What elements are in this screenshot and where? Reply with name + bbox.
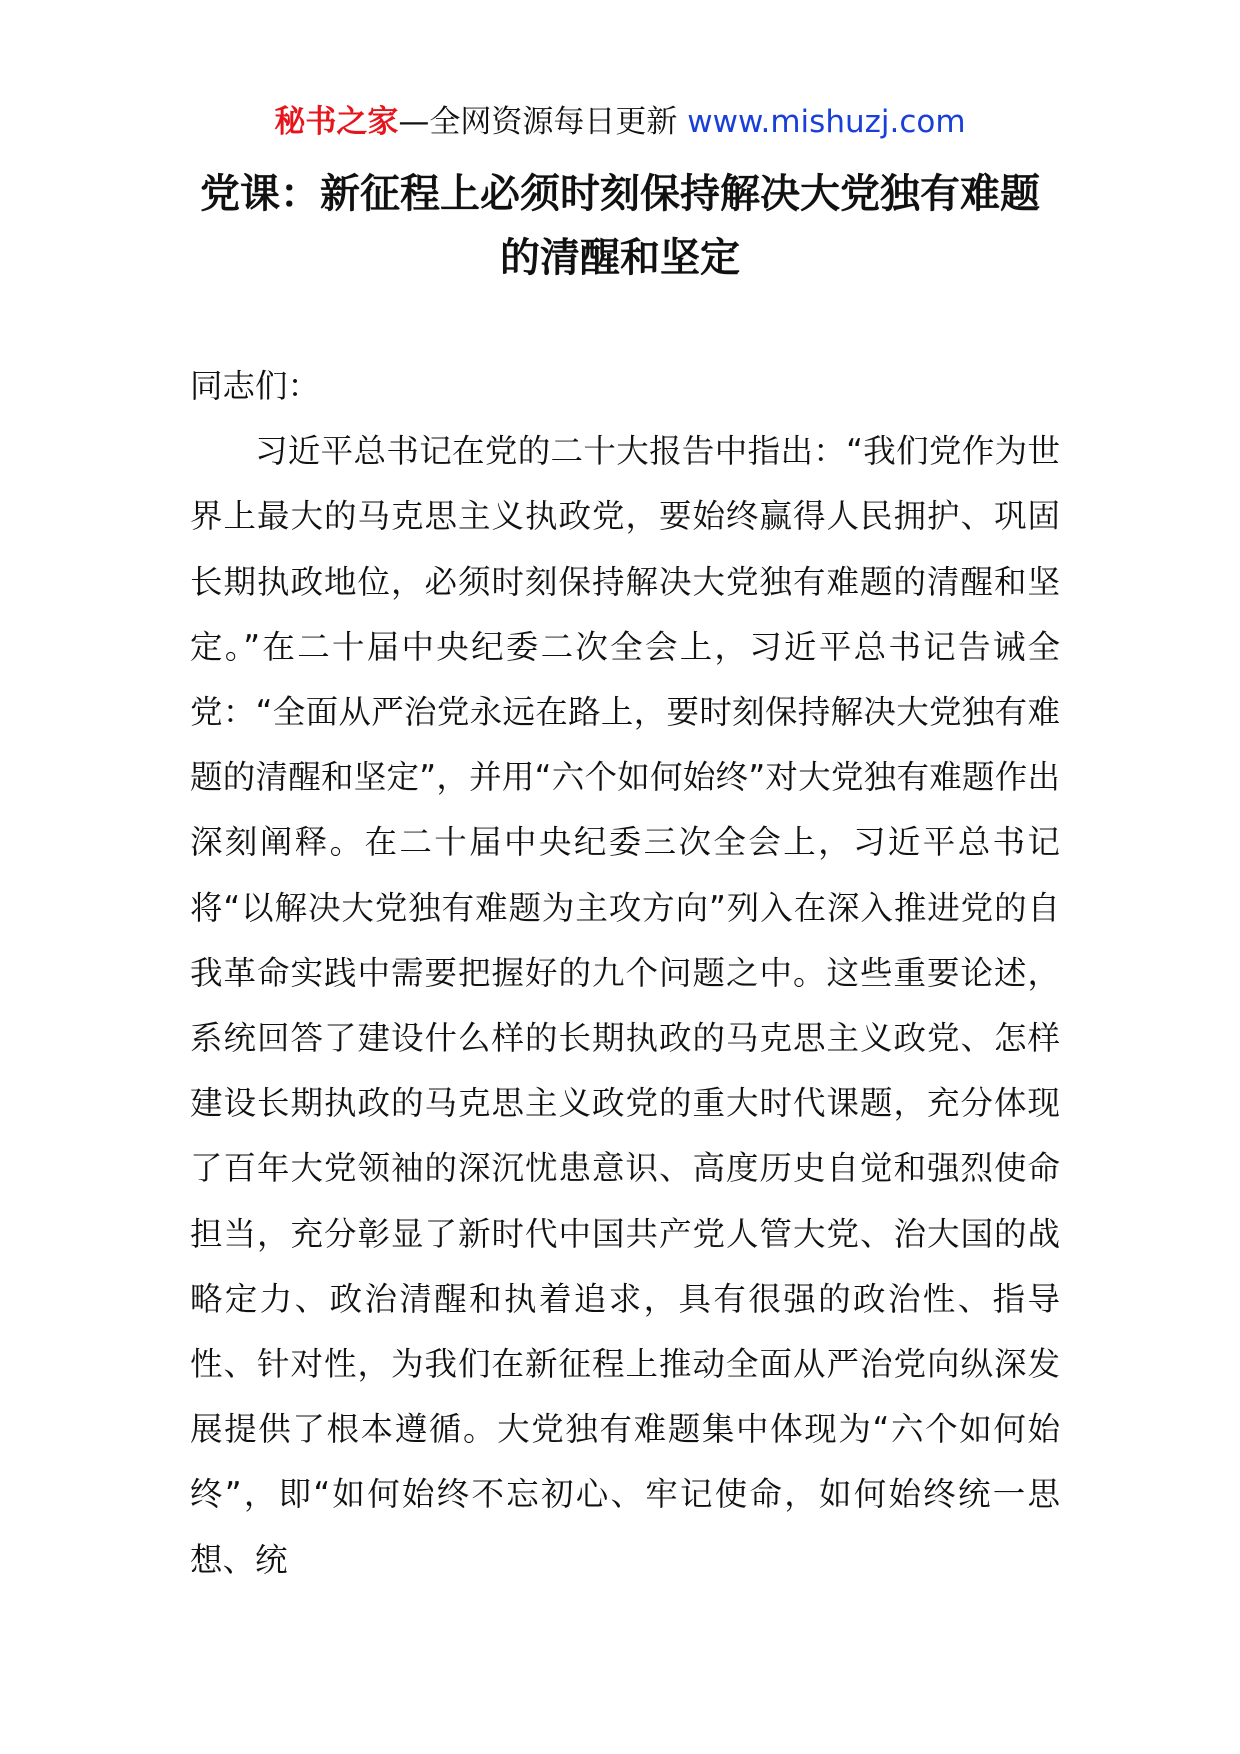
site-url-link[interactable]: www.mishuzj.com (687, 104, 966, 140)
document-title: 党课：新征程上必须时刻保持解决大党独有难题的清醒和坚定 (200, 171, 1040, 281)
header-tagline: —全网资源每日更新 (398, 104, 688, 140)
brand-name: 秘书之家 (274, 104, 399, 140)
site-header (0, 100, 1240, 144)
salutation: 同志们： (190, 367, 321, 405)
document-body (190, 354, 1060, 1593)
body-paragraph: 习近平总书记在党的二十大报告中指出：“我们党作为世界上最大的马克思主义执政党，要始终赢得人民拥护、巩固长期执政地位，必须时刻保持解决大党独有难题的清醒和坚定。”在二十届中央纪委二次全会上，习近平总书记告诫全党：“全面从严治党永远在路上，要时刻保持解决大党独有难题的清醒和坚定”，并用“六个如何始终”对大党独有难题作出深刻阐释。在二十届中央纪委三次全会上，习近平总书记将“以解决大党独有难题为主攻方向”列入在深入推进党的自我革命实践中需要把握好的九个问题之中。这些重要论述，系统回答了建设什么样的长期执政的马克思主义政党、怎样建设长期执政的马克思主义政党的重大时代课题，充分体现了百年大党领袖的深沉忧患意识、高度历史自觉和强烈使命担当，充分彰显了新时代中国共产党人管大党、治大国的战略定力、政治清醒和执着追求，具有很强的政治性、指导性、针对性，为我们在新征程上推动全面从严治党向纵深发展提供了根本遵循。大党独有难题集中体现为“六个如何始终”，即“如何始终不忘初心、牢记使命，如何始终统一思想、统 (190, 432, 1060, 1579)
